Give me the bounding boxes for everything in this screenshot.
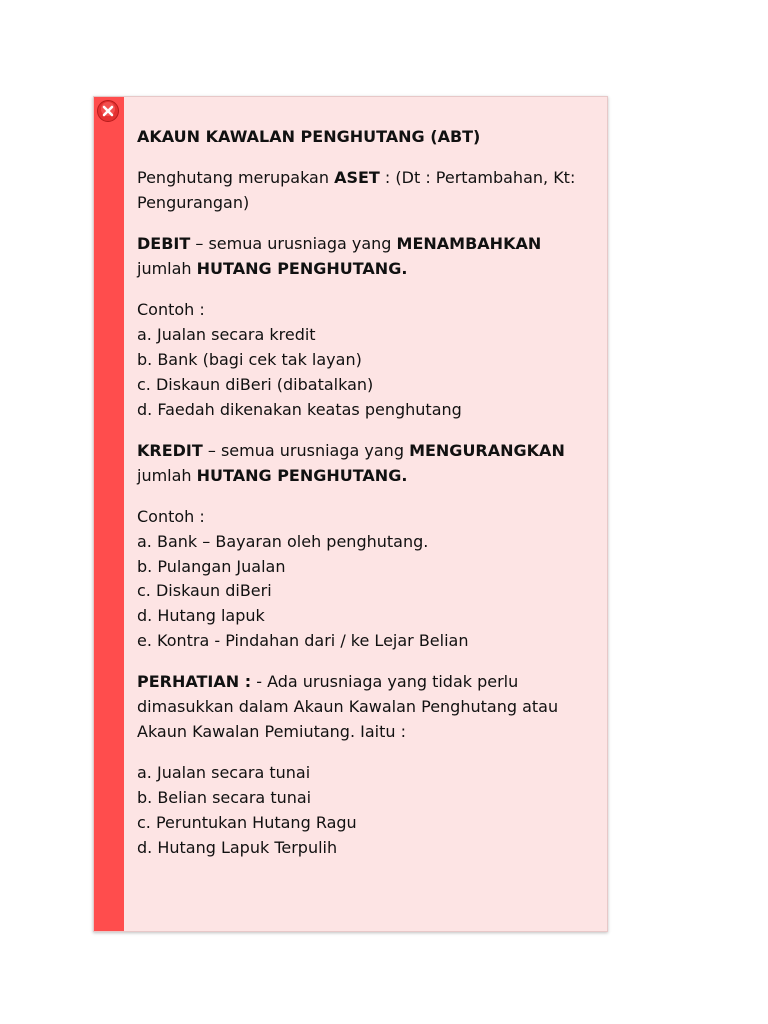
- note-body: [137, 125, 597, 877]
- list-item: a. Jualan secara tunai: [137, 763, 311, 783]
- list-item: c. Peruntukan Hutang Ragu: [137, 812, 357, 832]
- close-icon[interactable]: [97, 100, 119, 122]
- debit-paragraph: DEBIT – semua urusniaga yang MENAMBAHKAN jumlah HUTANG PENGHUTANG.: [137, 234, 542, 279]
- list-item: c. Diskaun diBeri: [137, 581, 272, 601]
- side-stripe: [94, 97, 124, 931]
- list-item: a. Bank – Bayaran oleh penghutang.: [137, 531, 429, 551]
- debit-examples-heading: Contoh :: [137, 300, 205, 320]
- kredit-paragraph: KREDIT – semua urusniaga yang MENGURANGKAN jumlah HUTANG PENGHUTANG.: [137, 440, 565, 485]
- intro-paragraph: Penghutang merupakan ASET : (Dt : Pertambahan, Kt: Pengurangan): [137, 168, 576, 213]
- kredit-examples-heading: Contoh :: [137, 507, 205, 527]
- attention-paragraph: PERHATIAN : - Ada urusniaga yang tidak perlu dimasukkan dalam Akaun Kawalan Penghutang atau Akaun Kawalan Pemiutang. Iaitu :: [137, 672, 559, 741]
- excluded-list: [137, 761, 597, 860]
- list-item: d. Faedah dikenakan keatas penghutang: [137, 399, 462, 419]
- close-button[interactable]: [97, 100, 119, 122]
- note-title: AKAUN KAWALAN PENGHUTANG (ABT): [137, 127, 481, 146]
- list-item: d. Hutang lapuk: [137, 606, 265, 626]
- list-item: e. Kontra - Pindahan dari / ke Lejar Belian: [137, 631, 469, 651]
- kredit-examples: [137, 505, 597, 654]
- note-card: [93, 96, 608, 932]
- list-item: b. Pulangan Jualan: [137, 556, 286, 576]
- list-item: a. Jualan secara kredit: [137, 325, 316, 345]
- list-item: c. Diskaun diBeri (dibatalkan): [137, 374, 374, 394]
- debit-examples: [137, 298, 597, 422]
- list-item: b. Belian secara tunai: [137, 788, 312, 808]
- list-item: b. Bank (bagi cek tak layan): [137, 350, 362, 370]
- list-item: d. Hutang Lapuk Terpulih: [137, 837, 338, 857]
